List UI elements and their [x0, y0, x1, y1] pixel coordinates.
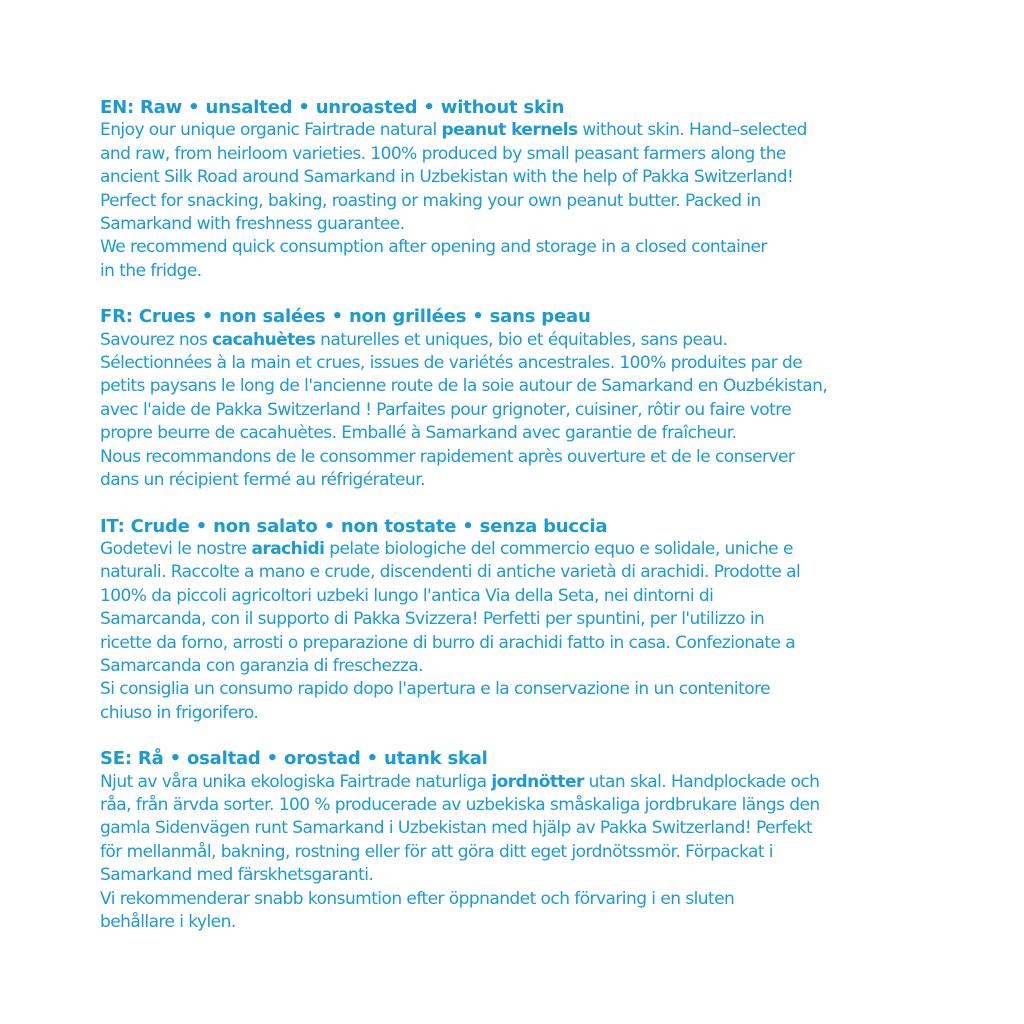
- section-heading-se: SE: Rå • osaltad • orostad • utank skal: [100, 748, 488, 770]
- product-name-emphasis: cacahuètes: [212, 329, 316, 350]
- body-line: [100, 771, 960, 794]
- body-line: in the fridge.: [100, 260, 202, 281]
- body-line: Vi rekommenderar snabb konsumtion efter öppnandet och förvaring i en sluten: [100, 888, 735, 909]
- body-line: 100% da piccoli agricoltori uzbeki lungo l'antica Via della Seta, nei dintorni di: [100, 585, 714, 606]
- body-line: gamla Sidenvägen runt Samarkand i Uzbekistan med hjälp av Pakka Switzerland! Perfekt: [100, 818, 813, 839]
- text-run: pelate biologiche del commercio equo e solidale, uniche e: [324, 538, 793, 559]
- section-heading-en: EN: Raw • unsalted • unroasted • without skin: [100, 97, 565, 118]
- body-line: Samarcanda, con il supporto di Pakka Svizzera! Perfetti per spuntini, per l'utilizzo in: [100, 609, 765, 630]
- text-run: utan skal. Handplockade och: [583, 771, 820, 792]
- body-line: ancient Silk Road around Samarkand in Uzbekistan with the help of Pakka Switzerland!: [100, 167, 794, 188]
- body-line: Samarkand med färskhetsgaranti.: [100, 865, 374, 886]
- text-run: Njut av våra unika ekologiska Fairtrade naturliga: [100, 771, 492, 792]
- body-line: [100, 329, 960, 352]
- product-name-emphasis: arachidi: [251, 538, 325, 559]
- body-line: Samarkand with freshness guarantee.: [100, 214, 405, 235]
- product-name-emphasis: jordnötter: [491, 771, 584, 792]
- product-description-document: [100, 96, 960, 956]
- text-run: Enjoy our unique organic Fairtrade natural: [100, 120, 442, 141]
- body-line: Nous recommandons de le consommer rapidement après ouverture et de le conserver: [100, 446, 795, 467]
- body-line: and raw, from heirloom varieties. 100% produced by small peasant farmers along the: [100, 143, 786, 164]
- body-line: petits paysans le long de l'ancienne route de la soie autour de Samarkand en Ouzbékistan,: [100, 376, 828, 397]
- body-line: Sélectionnées à la main et crues, issues de variétés ancestrales. 100% produites par de: [100, 353, 803, 374]
- body-line: We recommend quick consumption after opening and storage in a closed container: [100, 237, 767, 258]
- body-line: ricette da forno, arrosti o preparazione di burro di arachidi fatto in casa. Confezionate a: [100, 632, 796, 653]
- body-line: dans un récipient fermé au réfrigérateur.: [100, 470, 425, 491]
- text-run: without skin. Hand–selected: [577, 120, 807, 141]
- body-line: chiuso in frigorifero.: [100, 702, 259, 723]
- body-line: råa, från ärvda sorter. 100 % producerade av uzbekiska småskaliga jordbrukare längs den: [100, 794, 820, 815]
- text-run: Godetevi le nostre: [100, 538, 252, 559]
- section-heading-it: IT: Crude • non salato • non tostate • senza buccia: [100, 515, 608, 537]
- product-name-emphasis: peanut kernels: [441, 120, 578, 141]
- body-line: för mellanmål, bakning, rostning eller för att göra ditt eget jordnötssmör. Förpackat i: [100, 841, 773, 862]
- body-line: Samarcanda con garanzia di freschezza.: [100, 655, 423, 676]
- section-fr: [100, 305, 960, 492]
- text-run: naturelles et uniques, bio et équitables, sans peau.: [315, 329, 728, 350]
- body-line: propre beurre de cacahuètes. Emballé à Samarkand avec garantie de fraîcheur.: [100, 423, 737, 444]
- body-line: Perfect for snacking, baking, roasting or making your own peanut butter. Packed in: [100, 190, 761, 211]
- section-en: [100, 96, 960, 283]
- section-se: [100, 747, 960, 934]
- body-line: [100, 538, 960, 561]
- body-line: [100, 119, 960, 142]
- section-heading-fr: FR: Crues • non salées • non grillées • sans peau: [100, 306, 591, 328]
- body-line: naturali. Raccolte a mano e crude, discendenti di antiche varietà di arachidi. Prodotte al: [100, 562, 801, 583]
- body-line: behållare i kylen.: [100, 912, 236, 932]
- section-it: [100, 515, 960, 726]
- body-line: Si consiglia un consumo rapido dopo l'apertura e la conservazione in un contenitore: [100, 679, 771, 700]
- body-line: avec l'aide de Pakka Switzerland ! Parfaites pour grignoter, cuisiner, rôtir ou faire votre: [100, 399, 792, 420]
- text-run: Savourez nos: [100, 329, 213, 350]
